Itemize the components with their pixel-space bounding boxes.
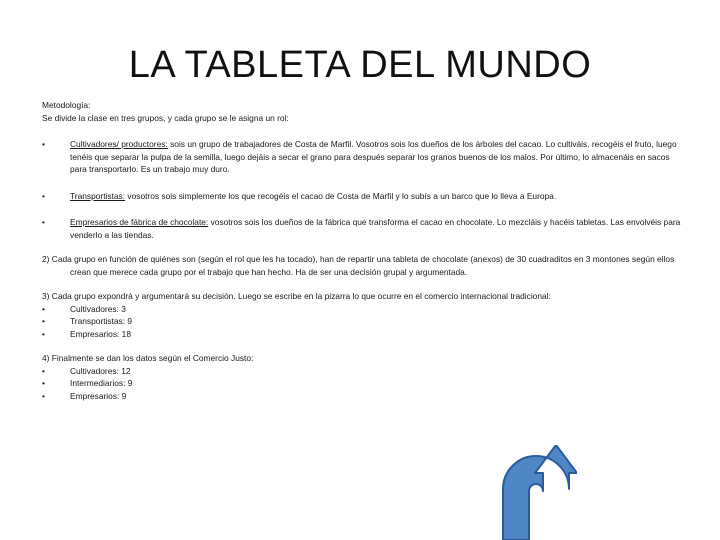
bullet-icon: • <box>42 390 45 401</box>
slide-title: LA TABLETA DEL MUNDO <box>128 44 592 86</box>
bullet-icon: • <box>42 217 45 227</box>
intro-text: Se divide la clase en tres grupos, y cada grupo se le asigna un rol: <box>42 112 289 123</box>
bullet-icon: • <box>42 190 45 201</box>
traditional-item: • Cultivadores: 3 <box>42 303 126 314</box>
role-item-transport <box>42 190 682 203</box>
role-term: Cultivadores/ productores: <box>70 139 168 149</box>
role-text: vosotros sois los dueños de la fábrica que transforma el cacao en chocolate. Lo mezcláis y hacéis tabletas. Las envolvéis para venderlo a las tiendas. <box>70 217 681 240</box>
role-text: vosotros sois simplemente los que recogéis el cacao de Costa de Marfil y lo subís a un barco que lo lleva a Europa. <box>125 190 557 201</box>
fair-trade-item: • Empresarios: 9 <box>42 390 127 401</box>
u-turn-arrow-icon[interactable] <box>495 445 577 540</box>
step-4-text: 4) Finalmente se dan los datos según el Comercio Justo: <box>42 353 254 363</box>
traditional-item: • Transportistas: 9 <box>42 316 133 326</box>
bullet-icon: • <box>42 328 45 339</box>
bullet-icon: • <box>42 303 45 314</box>
role-item-growers <box>42 138 682 176</box>
traditional-item: • Empresarios: 18 <box>42 328 131 339</box>
role-item-factory <box>42 216 682 241</box>
bullet-icon: • <box>42 316 45 326</box>
slide-body <box>42 99 682 402</box>
bullet-icon: • <box>42 139 45 149</box>
step-2-text: 2) Cada grupo en función de quiénes son (según el rol que les ha tocado), han de repartir una tableta de chocolate (anexos) de 30 cuadraditos en 3 montones según ellos crean que merece cada grupo por el trabajo que han hecho. Ha de ser una decisión grupal y argumentada. <box>42 254 675 277</box>
fair-trade-item: • Cultivadores: 12 <box>42 365 131 376</box>
bullet-icon: • <box>42 378 45 388</box>
bullet-icon: • <box>42 365 45 376</box>
methodology-label: Metodología: <box>42 100 91 110</box>
role-term: Transportistas: <box>70 190 126 201</box>
role-text: sois un grupo de trabajadores de Costa de Marfil. Vosotros sois los dueños de los árboles del cacao. Lo cultiváis, recogéis el fruto, luego tenéis que separar la pulpa de la semilla, luego dejáis a secar el grano para después separar los granos buenos de los malos. Por último, lo almacenáis en sacos para transportarlo. Es un trabajo muy duro. <box>70 139 677 174</box>
role-term: Empresarios de fábrica de chocolate: <box>70 217 209 227</box>
fair-trade-item: • Intermediarios: 9 <box>42 378 133 388</box>
step-3-text: 3) Cada grupo expondrá y argumentará su decisión. Luego se escribe en la pizarra lo que ocurre en el comercio internacional tradicional: <box>42 291 551 301</box>
